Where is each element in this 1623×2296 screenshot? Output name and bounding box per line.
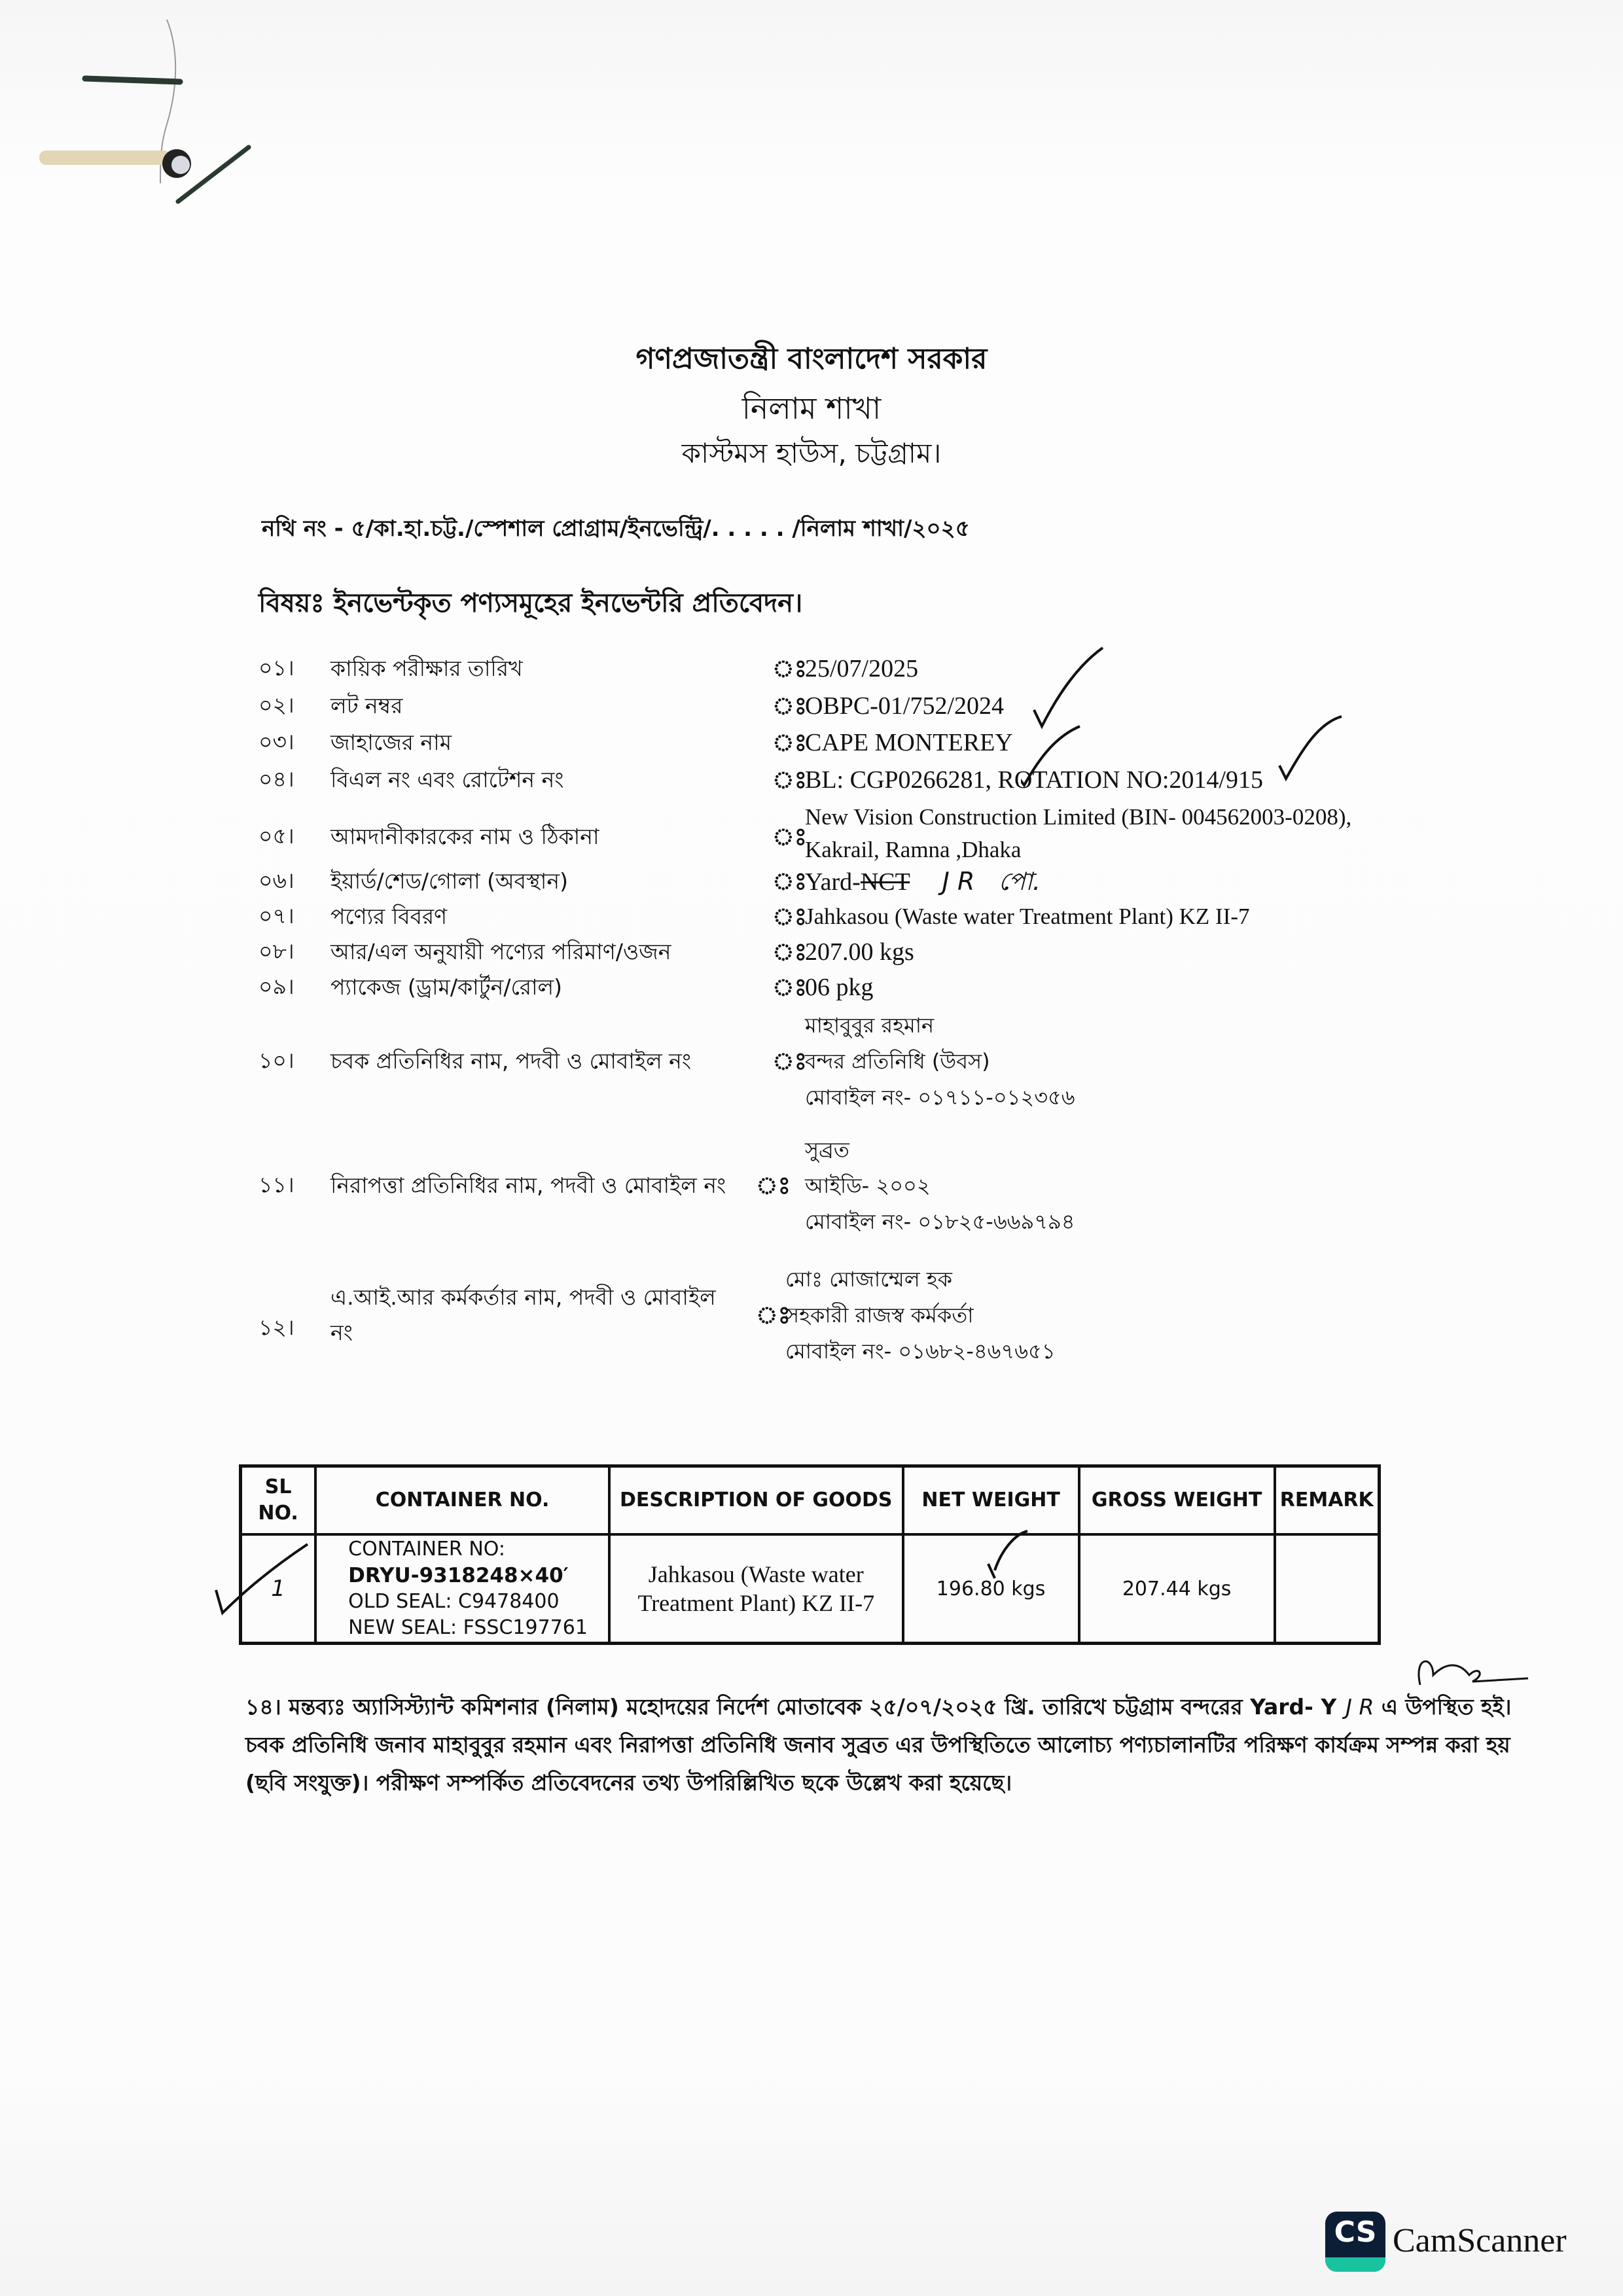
header-description: DESCRIPTION OF GOODS bbox=[609, 1466, 903, 1535]
item-colon: ঃ bbox=[772, 939, 807, 965]
security-rep-name: সুব্রত bbox=[805, 1137, 849, 1162]
item-colon: ঃ bbox=[772, 656, 807, 682]
air-officer-name: মোঃ মোজাম্মেল হক bbox=[785, 1267, 953, 1292]
item-colon: ঃ bbox=[772, 693, 807, 719]
cell-remark bbox=[1275, 1534, 1380, 1644]
item-colon: ঃ bbox=[772, 730, 807, 756]
bl-rotation-number: BL: CGP0266281, ROTATION NO:2014/915 bbox=[805, 766, 1263, 794]
table-checkmarks bbox=[203, 1505, 1054, 1655]
item-colon: ঃ bbox=[772, 824, 807, 850]
item-label: চবক প্রতিনিধির নাম, পদবী ও মোবাইল নং bbox=[330, 1048, 692, 1074]
air-officer-mobile: মোবাইল নং- ০১৬৮২-৪৬৭৬৫১ bbox=[785, 1339, 1056, 1364]
yard-prefix: Yard- bbox=[805, 868, 861, 896]
security-rep-id: আইডি- ২০০২ bbox=[805, 1173, 931, 1198]
port-rep-mobile: মোবাইল নং- ০১৭১১-০১২৩৫৬ bbox=[805, 1085, 1075, 1110]
header-remark: REMARK bbox=[1275, 1466, 1380, 1535]
item-colon: ঃ bbox=[772, 767, 807, 793]
header-gross-weight: GROSS WEIGHT bbox=[1079, 1466, 1275, 1535]
container-label: CONTAINER NO: bbox=[348, 1538, 505, 1561]
checkmark-icon bbox=[1279, 716, 1342, 779]
staple-bottom bbox=[178, 147, 249, 202]
yard-struck-text: NCT bbox=[860, 868, 910, 896]
yard-location bbox=[805, 864, 1041, 900]
checkmark-icon bbox=[1021, 726, 1080, 785]
item-label: বিএল নং এবং রোটেশন নং bbox=[330, 767, 564, 792]
port-rep-name: মাহাবুবুর রহমান bbox=[805, 1013, 935, 1038]
staple-top bbox=[85, 79, 180, 82]
cell-gross-weight: 207.44 kgs bbox=[1079, 1534, 1275, 1644]
item-label: লট নম্বর bbox=[330, 693, 403, 718]
package-count: 06 pkg bbox=[805, 974, 874, 1001]
item-label: আর/এল অনুযায়ী পণ্যের পরিমাণ/ওজন bbox=[330, 939, 671, 964]
item-number: ০৮। bbox=[259, 938, 294, 964]
handwritten-checkmarks bbox=[1021, 638, 1387, 795]
item-number: ০৬। bbox=[259, 868, 294, 893]
old-seal: OLD SEAL: C9478400 bbox=[348, 1590, 560, 1613]
item-number: ০৫। bbox=[259, 823, 294, 849]
camscanner-brand: CamScanner bbox=[1393, 2222, 1567, 2259]
vessel-name: CAPE MONTEREY bbox=[805, 729, 1013, 756]
branch-title: নিলাম শাখা bbox=[741, 391, 882, 426]
item-number: ০৭। bbox=[259, 903, 294, 928]
yard-handwritten: J R পো. bbox=[942, 867, 1041, 896]
remarks-handwritten-yard: J R bbox=[1346, 1694, 1374, 1720]
item-colon: ঃ bbox=[772, 1048, 807, 1074]
checkmark-icon bbox=[995, 1531, 1027, 1570]
header-net-weight: NET WEIGHT bbox=[903, 1466, 1079, 1535]
item-label: জাহাজের নাম bbox=[330, 730, 452, 755]
item-number: ০৯। bbox=[259, 974, 294, 999]
item-number: ০৪। bbox=[259, 766, 294, 792]
goods-description: Jahkasou (Waste water Treatment Plant) KZ II-7 bbox=[805, 904, 1250, 929]
item-colon: ঃ bbox=[756, 1173, 791, 1199]
item-number: ১১। bbox=[259, 1172, 294, 1197]
cell-sl: 1 bbox=[241, 1534, 316, 1644]
file-number: নথি নং - ৫/কা.হা.চট্ট./স্পেশাল প্রোগ্রাম/ইনভেন্ট্রি/. . . . . /নিলাম শাখা/২০২৫ bbox=[262, 516, 970, 542]
item-label: নিরাপত্তা প্রতিনিধির নাম, পদবী ও মোবাইল নং bbox=[330, 1173, 726, 1198]
item-label: প্যাকেজ (ড্রাম/কার্টুন/রোল) bbox=[330, 974, 563, 1000]
cell-description: Jahkasou (Waste water Treatment Plant) KZ II-7 bbox=[609, 1534, 903, 1644]
item-label-continued: নং bbox=[330, 1320, 353, 1345]
staple-and-string-graphic bbox=[26, 13, 288, 222]
lot-number: OBPC-01/752/2024 bbox=[805, 692, 1005, 720]
remarks-paragraph: ১৪। মন্তব্যঃ অ্যাসিস্ট্যান্ট কমিশনার (নিলাম) মহোদয়ের নির্দেশ মোতাবেক ২৫/০৭/২০২৫ খ্রি. তারিখে চট্টগ্রাম বন্দরের Yard- Y J R এ উপস্থিত হই। চবক প্রতিনিধি জনাব মাহাবুবুর রহমান এবং নিরাপত্তা প্রতিনিধি জনাব সুব্রত এর উপস্থিতিতে আলোচ্য পণ্যচালানটির পরিক্ষণ কার্যক্রম সম্পন্ন করা হয় (ছবি সংযুক্ত)। পরীক্ষণ সম্পর্কিত প্রতিবেদনের তথ্য উপরিল্লিখিত ছকে উল্লেখ করা হয়েছে। bbox=[245, 1694, 1512, 1795]
port-rep-designation: বন্দর প্রতিনিধি (উবস) bbox=[805, 1049, 990, 1074]
cell-net-weight: 196.80 kgs bbox=[903, 1534, 1079, 1644]
item-number: ১২। bbox=[259, 1315, 294, 1340]
checkmark-icon bbox=[1034, 648, 1103, 726]
item-number: ১০। bbox=[259, 1048, 294, 1073]
item-label: আমদানীকারকের নাম ও ঠিকানা bbox=[330, 824, 599, 849]
security-rep-mobile: মোবাইল নং- ০১৮২৫-৬৬৯৭৯৪ bbox=[805, 1209, 1075, 1234]
item-number: ০৩। bbox=[259, 729, 294, 754]
string-cord bbox=[39, 150, 170, 165]
item-label: এ.আই.আর কর্মকর্তার নাম, পদবী ও মোবাইল bbox=[330, 1284, 716, 1310]
item-number: ০২। bbox=[259, 692, 294, 718]
importer-name: New Vision Construction Limited (BIN- 004562003-0208), bbox=[805, 804, 1352, 830]
handwritten-signature bbox=[1407, 1649, 1538, 1701]
subject-line: বিষয়ঃ ইনভেন্টকৃত পণ্যসমূহের ইনভেন্টরি প্রতিবেদন। bbox=[259, 588, 803, 618]
item-colon: ঃ bbox=[772, 974, 807, 1000]
new-seal: NEW SEAL: FSSC197761 bbox=[348, 1616, 588, 1639]
header-sl-no: SL NO. bbox=[241, 1466, 316, 1535]
inspection-date: 25/07/2025 bbox=[805, 655, 919, 682]
item-label: ইয়ার্ড/শেড/গোলা (অবস্থান) bbox=[330, 868, 568, 894]
header-container-no: CONTAINER NO. bbox=[315, 1466, 609, 1535]
government-title: গণপ্রজাতন্ত্রী বাংলাদেশ সরকার bbox=[635, 342, 988, 376]
camscanner-logo: CS bbox=[1325, 2212, 1385, 2272]
item-label: কায়িক পরীক্ষার তারিখ bbox=[330, 656, 523, 681]
item-number: ০১। bbox=[259, 655, 294, 680]
goods-weight: 207.00 kgs bbox=[805, 938, 914, 966]
item-colon: ঃ bbox=[756, 1302, 791, 1328]
container-number: DRYU-9318248×40′ bbox=[348, 1564, 569, 1587]
item-colon: ঃ bbox=[772, 904, 807, 930]
item-colon: ঃ bbox=[772, 868, 807, 894]
air-officer-designation: সহকারী রাজস্ব কর্মকর্তা bbox=[785, 1303, 974, 1328]
office-title: কাস্টমস হাউস, চট্টগ্রাম। bbox=[681, 437, 942, 469]
importer-address: Kakrail, Ramna ,Dhaka bbox=[805, 837, 1022, 862]
checkmark-icon bbox=[216, 1544, 308, 1613]
item-label: পণ্যের বিবরণ bbox=[330, 904, 448, 929]
